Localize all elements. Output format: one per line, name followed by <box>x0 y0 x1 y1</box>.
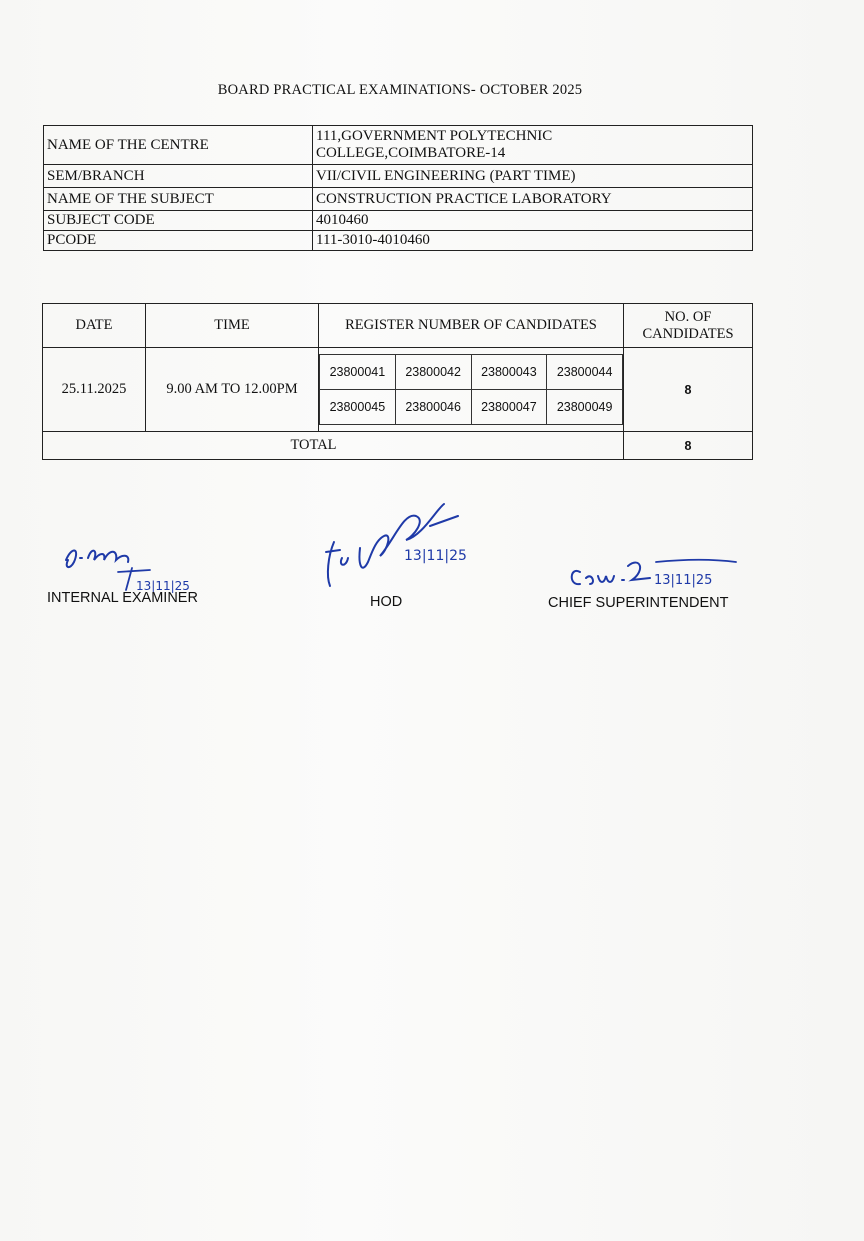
candidate-count: 8 <box>624 348 753 432</box>
header-count-line2: CANDIDATES <box>642 325 734 342</box>
exam-time: 9.00 AM TO 12.00PM <box>146 348 319 432</box>
header-register: REGISTER NUMBER OF CANDIDATES <box>319 304 624 348</box>
chief-date: 13|11|25 <box>654 573 713 588</box>
header-date: DATE <box>43 304 146 348</box>
centre-value <box>313 126 753 165</box>
register-row-1 <box>320 355 623 390</box>
pcode-label: PCODE <box>44 231 313 251</box>
register-number: 23800047 <box>471 390 547 425</box>
schedule-header-row <box>43 304 753 348</box>
code-value: 4010460 <box>313 211 753 231</box>
centre-value-line1: 111,GOVERNMENT POLYTECHNIC <box>316 128 553 144</box>
subject-value: CONSTRUCTION PRACTICE LABORATORY <box>313 188 753 211</box>
schedule-table <box>42 303 753 460</box>
header-time: TIME <box>146 304 319 348</box>
sem-value: VII/CIVIL ENGINEERING (PART TIME) <box>313 165 753 188</box>
hod-date: 13|11|25 <box>404 548 467 564</box>
centre-value-line2: COLLEGE,COIMBATORE-14 <box>316 145 506 161</box>
subject-row <box>44 188 753 211</box>
sem-row <box>44 165 753 188</box>
pcode-value: 111-3010-4010460 <box>313 231 753 251</box>
register-number: 23800043 <box>471 355 547 390</box>
register-row-2 <box>320 390 623 425</box>
register-number: 23800049 <box>547 390 623 425</box>
register-number: 23800042 <box>395 355 471 390</box>
schedule-data-row <box>43 348 753 432</box>
code-row <box>44 211 753 231</box>
exam-date: 25.11.2025 <box>43 348 146 432</box>
pcode-row <box>44 231 753 251</box>
centre-row <box>44 126 753 165</box>
centre-info-table <box>43 125 753 251</box>
chief-superintendent-label: CHIEF SUPERINTENDENT <box>548 595 729 611</box>
register-number: 23800046 <box>395 390 471 425</box>
internal-date: 13|11|25 <box>136 579 190 593</box>
total-label: TOTAL <box>43 432 624 460</box>
sem-label: SEM/BRANCH <box>44 165 313 188</box>
register-number: 23800044 <box>547 355 623 390</box>
centre-label: NAME OF THE CENTRE <box>44 126 313 165</box>
total-row <box>43 432 753 460</box>
hod-signature <box>318 496 488 596</box>
subject-label: NAME OF THE SUBJECT <box>44 188 313 211</box>
register-grid <box>319 354 623 425</box>
total-value: 8 <box>624 432 753 460</box>
register-cell <box>319 348 624 432</box>
header-count <box>624 304 753 348</box>
register-number: 23800041 <box>320 355 396 390</box>
internal-examiner-signature <box>58 538 208 598</box>
register-number: 23800045 <box>320 390 396 425</box>
code-label: SUBJECT CODE <box>44 211 313 231</box>
document-title: BOARD PRACTICAL EXAMINATIONS- OCTOBER 2025 <box>217 82 583 98</box>
internal-examiner-label: INTERNAL EXAMINER <box>47 590 198 606</box>
header-count-line1: NO. OF <box>664 308 712 325</box>
hod-label: HOD <box>370 594 403 610</box>
